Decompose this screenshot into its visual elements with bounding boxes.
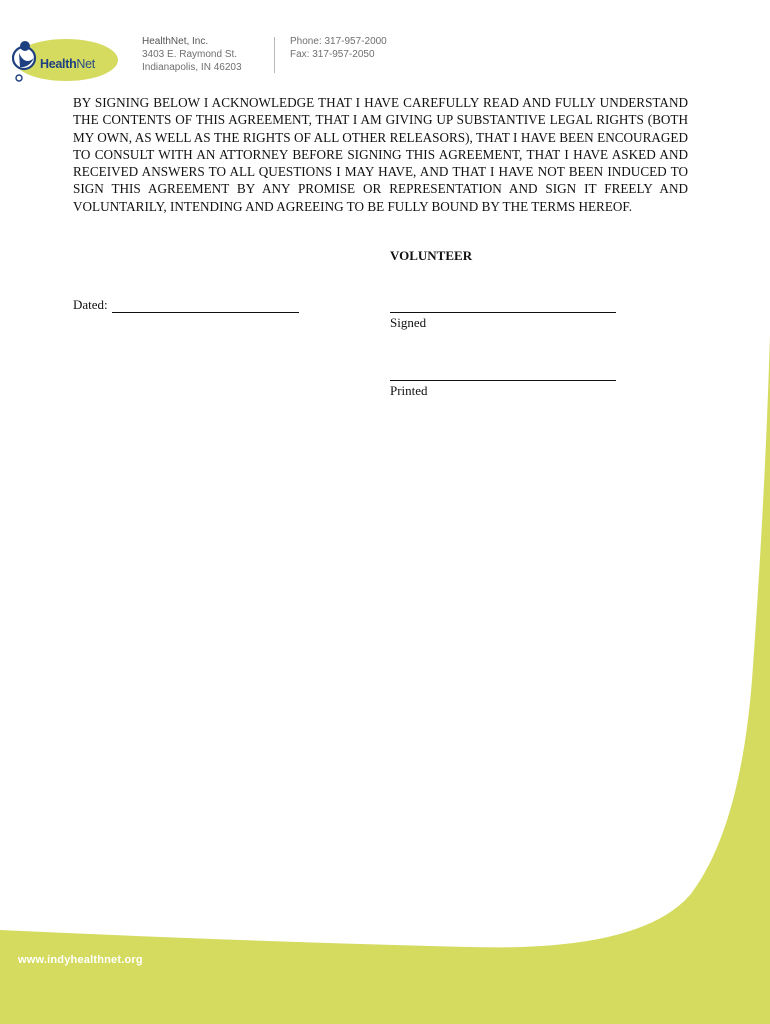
address-line-1: 3403 E. Raymond St. <box>142 49 238 60</box>
fax-number: Fax: 317-957-2050 <box>290 49 375 60</box>
phone-number: Phone: 317-957-2000 <box>290 36 387 47</box>
printed-label: Printed <box>390 383 428 398</box>
website-url: www.indyhealthnet.org <box>18 954 143 966</box>
org-name: HealthNet, Inc. <box>142 36 209 47</box>
address-line-2: Indianapolis, IN 46203 <box>142 62 242 73</box>
acknowledgment-paragraph: BY SIGNING BELOW I ACKNOWLEDGE THAT I HAVE CAREFULLY READ AND FULLY UNDERSTAND THE CONTENTS OF THIS AGREEMENT, THAT I AM GIVING UP SUBSTANTIVE LEGAL RIGHTS (BOTH MY OWN, AS WELL AS THE RIGHTS OF ALL OTHER RELEASORS), THAT I HAVE BEEN ENCOURAGED TO CONSULT WITH AN ATTORNEY BEFORE SIGNING THIS AGREEMENT, THAT I HAVE ASKED AND RECEIVED ANSWERS TO ALL QUESTIONS I MAY HAVE, AND THAT I HAVE NOT BEEN INDUCED TO SIGN THIS AGREEMENT BY ANY PROMISE OR REPRESENTATION AND SIGN IT FREELY AND VOLUNTARILY, INTENDING AND AGREEING TO BE FULLY BOUND BY THE TERMS HEREOF. <box>73 95 688 214</box>
signed-label: Signed <box>390 315 427 330</box>
volunteer-heading: VOLUNTEER <box>390 248 473 263</box>
footer-green-swoosh <box>0 335 770 1024</box>
logo-wordmark: HealthNet <box>40 57 95 71</box>
dated-label: Dated: <box>73 297 108 312</box>
